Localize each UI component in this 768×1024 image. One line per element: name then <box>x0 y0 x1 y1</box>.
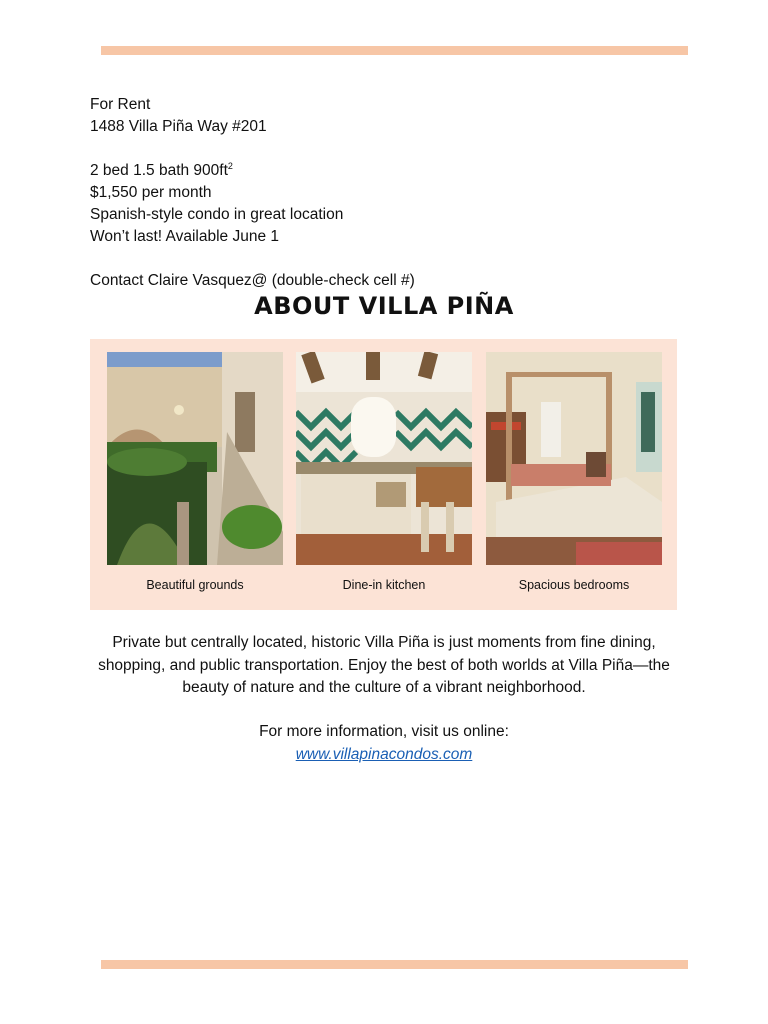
kitchen-photo <box>296 352 472 565</box>
listing-availability: Won’t last! Available June 1 <box>90 228 279 245</box>
about-heading: ABOUT VILLA PIÑA <box>254 292 514 320</box>
listing-details <box>90 94 415 292</box>
listing-specs-text: 2 bed 1.5 bath 900ft <box>90 162 228 179</box>
grounds-photo <box>107 352 283 565</box>
website-link[interactable]: www.villapinacondos.com <box>295 745 473 763</box>
listing-address: 1488 Villa Piña Way #201 <box>90 118 267 135</box>
listing-style: Spanish-style condo in great location <box>90 206 344 223</box>
listing-contact: Contact Claire Vasquez@ (double-check cell #) <box>90 272 415 289</box>
bottom-accent-rule <box>101 960 688 969</box>
listing-price: $1,550 per month <box>90 184 212 201</box>
photo-caption: Dine-in kitchen <box>342 578 426 592</box>
listing-specs-superscript: 2 <box>227 160 233 171</box>
photo-caption: Spacious bedrooms <box>518 578 630 592</box>
more-info <box>0 721 768 766</box>
more-info-text: For more information, visit us online: <box>259 723 509 740</box>
listing-status: For Rent <box>90 96 151 113</box>
photo-panel <box>90 339 677 610</box>
top-accent-rule <box>101 46 688 55</box>
about-description: Private but centrally located, historic Villa Piña is just moments from fine dining, shopping, and public transportation. Enjoy the best of both worlds at Villa Piña—the beauty of nature and the culture of a vibrant neighborhood. <box>98 634 670 696</box>
bedroom-photo <box>486 352 662 565</box>
photo-caption: Beautiful grounds <box>146 578 244 592</box>
listing-specs <box>90 160 415 182</box>
